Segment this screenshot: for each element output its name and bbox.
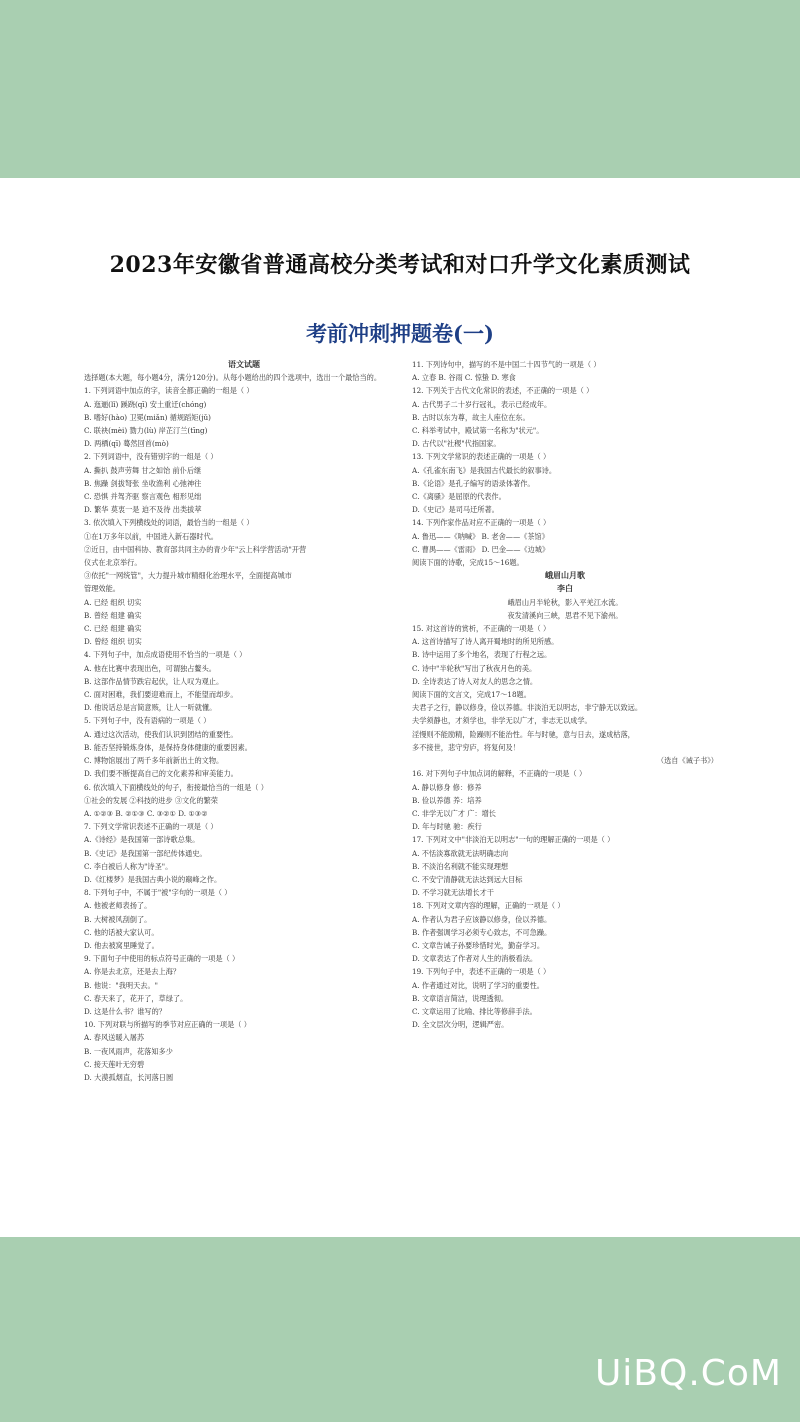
text-line: 10. 下列对联与所描写的季节对应正确的一项是（ ） xyxy=(84,1020,251,1030)
text-line: A.《孔雀东南飞》是我国古代最长的叙事诗。 xyxy=(412,465,557,475)
text-line: 夫学须静也，才须学也，非学无以广才，非志无以成学。 xyxy=(412,716,592,726)
text-line: 选择题(本大题，每小题4分，满分120分)。从每小题给出的四个选项中，选出一个最恰当的。 xyxy=(84,373,382,383)
text-line: 7. 下列文学常识表述不正确的一项是（ ） xyxy=(84,822,218,832)
text-line: A. 这首诗描写了诗人离开蜀地时的所见所感。 xyxy=(412,637,559,647)
text-line: A. 静以修身 修：修养 xyxy=(412,782,482,792)
right-column xyxy=(412,358,718,1031)
text-line: C. 不安宁清静就无法达到远大目标 xyxy=(412,874,523,884)
text-line: 8. 下列句子中，不属于"被"字句的一项是（ ） xyxy=(84,888,232,898)
text-line: B. 嗜好(hào) 卫冕(miǎn) 循规蹈矩(jǔ) xyxy=(84,412,211,422)
text-line: D. 这是什么书？谁写的？ xyxy=(84,1006,166,1016)
text-line: ②近日，由中国科协、教育部共同主办的青少年"云上科学营活动"开营 xyxy=(84,544,307,554)
text-line: B. 焦躁 剑拔弩张 坐收渔利 心弛神往 xyxy=(84,478,202,488)
text-line: 淫慢则不能励精，险躁则不能治性。年与时驰，意与日去，遂成枯落， xyxy=(412,729,635,739)
text-line: A. 已经 组织 切实 xyxy=(84,597,142,607)
text-line: D. 文章表达了作者对人生的消极看法。 xyxy=(412,954,538,964)
text-line: （选自《诫子书》） xyxy=(656,756,718,766)
exam-title: 2023年安徽省普通高校分类考试和对口升学文化素质测试 xyxy=(109,252,691,278)
text-line: B. 不淡泊名利就不能实现理想 xyxy=(412,861,509,871)
text-line: B. 大树被风刮倒了。 xyxy=(84,914,152,924)
text-line: 阅读下面的诗歌，完成15～16题。 xyxy=(412,558,524,568)
text-line: A. 通过这次活动，使我们认识到团结的重要性。 xyxy=(84,729,238,739)
text-line: A. 你是去北京，还是去上海？ xyxy=(84,967,181,977)
text-line: 3. 依次填入下列横线处的词语，最恰当的一组是（ ） xyxy=(84,518,254,528)
text-line: A. 立春 B. 谷雨 C. 惊蛰 D. 寒食 xyxy=(412,373,516,383)
text-line: 峨眉山月歌 xyxy=(545,570,585,581)
text-line: C. 文章告诫子孙要珍惜时光，勤奋学习。 xyxy=(412,940,545,950)
exam-subtitle: 考前冲刺押题卷(一) xyxy=(306,321,494,346)
text-line: A. 作者通过对比，说明了学习的重要性。 xyxy=(412,980,544,990)
text-line: C. 接天莲叶无穷碧 xyxy=(84,1059,145,1069)
text-line: D. 全文层次分明，逻辑严密。 xyxy=(412,1020,509,1030)
text-line: 14. 下列作家作品对应不正确的一项是（ ） xyxy=(412,518,551,528)
text-line: C. 非学无以广才 广：增长 xyxy=(412,808,496,818)
text-line: 阅读下面的文言文，完成17～18题。 xyxy=(412,690,531,700)
text-line: 管理效能。 xyxy=(84,584,120,594)
text-line: A. 古代男子二十岁行冠礼，表示已经成年。 xyxy=(412,399,552,409)
text-line: 19. 下列句子中，表述不正确的一项是（ ） xyxy=(412,967,551,977)
text-line: A. 作者认为君子应该静以修身，俭以养德。 xyxy=(412,914,552,924)
text-line: 13. 下列文学常识的表述正确的一项是（ ） xyxy=(412,452,551,462)
text-line: B. 这部作品情节跌宕起伏，让人叹为观止。 xyxy=(84,676,224,686)
text-line: B. 诗中运用了多个地名，表现了行程之远。 xyxy=(412,650,552,660)
text-line: A. 他在比赛中表现出色，可谓独占鳌头。 xyxy=(84,663,216,673)
text-line: 仪式在北京举行。 xyxy=(84,558,142,568)
text-line: ①社会的发展 ②科技的进步 ③文化的繁荣 xyxy=(84,795,218,805)
text-line: 6. 依次填入下面横线处的句子，衔接最恰当的一组是（ ） xyxy=(84,782,268,792)
text-line: B. 文章语言简洁，说理透彻。 xyxy=(412,993,509,1003)
text-line: 16. 对下列句子中加点词的解释，不正确的一项是（ ） xyxy=(412,769,587,779)
text-line: C. 博物馆展出了两千多年前新出土的文物。 xyxy=(84,756,224,766)
text-line: D. 全诗表达了诗人对友人的思念之情。 xyxy=(412,676,538,686)
top-banner xyxy=(0,0,800,178)
text-line: C.《离骚》是屈原的代表作。 xyxy=(412,492,506,502)
text-line: ③依托"一网统管"，大力提升城市精细化治理水平，全面提高城市 xyxy=(84,571,292,581)
text-line: 15. 对这首诗的赏析，不正确的一项是（ ） xyxy=(412,624,551,634)
text-line: 峨眉山月半轮秋，影入平羌江水流。 xyxy=(507,597,623,607)
text-line: 夫君子之行，静以修身，俭以养德。非淡泊无以明志，非宁静无以致远。 xyxy=(412,703,643,713)
text-line: B. 他说："我明天去。" xyxy=(84,980,158,990)
text-line: 李白 xyxy=(557,583,573,594)
text-line: 夜发清溪向三峡，思君不见下渝州。 xyxy=(507,610,623,620)
text-line: D. 繁华 莫衷一是 迫不及待 出类拔萃 xyxy=(84,505,202,515)
text-line: D. 不学习就无法增长才干 xyxy=(412,888,494,898)
text-line: A. 迤逦(lǐ) 蹊跷(qī) 安土重迁(chóng) xyxy=(84,399,207,409)
text-line: B. 一夜风雨声，花落知多少 xyxy=(84,1046,173,1056)
text-line: B.《论语》是孔子编写的语录体著作。 xyxy=(412,478,535,488)
text-line: A. 春风送暖入屠苏 xyxy=(84,1033,145,1043)
text-line: 18. 下列对文章内容的理解，正确的一项是（ ） xyxy=(412,901,565,911)
text-line: B. 能否坚持锻炼身体，是保持身体健康的重要因素。 xyxy=(84,742,252,752)
text-line: 语文试题 xyxy=(228,359,260,369)
text-line: D. 古代以"社稷"代指国家。 xyxy=(412,439,501,449)
text-line: 11. 下列诗句中，描写的不是中国二十四节气的一项是（ ） xyxy=(412,360,601,369)
text-line: B.《史记》是我国第一部纪传体通史。 xyxy=(84,848,207,858)
text-line: D. 大漠孤烟直，长河落日圆 xyxy=(84,1072,174,1082)
text-line: 4. 下列句子中，加点成语使用不恰当的一项是（ ） xyxy=(84,650,247,660)
text-line: C. 面对困难，我们要迎难而上，不能望而却步。 xyxy=(84,690,238,700)
text-line: B. 古时以东为尊，故主人座位在东。 xyxy=(412,412,530,422)
text-line: C. 春天来了，花开了，草绿了。 xyxy=(84,993,188,1003)
text-line: A. 不恬淡寡欲就无法明确志向 xyxy=(412,848,509,858)
text-line: D. 曾经 组织 切实 xyxy=(84,637,142,647)
text-line: D. 两栖(qī) 蓦然回首(mò) xyxy=(84,439,169,449)
text-line: C. 联袂(mèi) 勠力(lù) 岸芷汀兰(tīng) xyxy=(84,426,208,436)
text-line: 2. 下列词语中，没有错别字的一组是（ ） xyxy=(84,452,218,462)
text-line: D. 他去被窝里睡觉了。 xyxy=(84,940,159,950)
left-column xyxy=(84,358,404,1084)
text-line: C. 曹禺——《雷雨》 D. 巴金——《边城》 xyxy=(412,544,550,554)
text-line: D.《史记》是司马迁所著。 xyxy=(412,505,499,515)
text-line: 5. 下列句子中，没有语病的一项是（ ） xyxy=(84,716,211,726)
text-line: 12. 下列关于古代文化常识的表述，不正确的一项是（ ） xyxy=(412,386,594,396)
text-line: C. 文章运用了比喻、排比等修辞手法。 xyxy=(412,1006,537,1016)
text-line: D.《红楼梦》是我国古典小说的巅峰之作。 xyxy=(84,874,222,884)
text-line: C. 李白被后人称为"诗圣"。 xyxy=(84,861,173,871)
exam-paper xyxy=(0,178,800,1237)
text-line: C. 已经 组建 确实 xyxy=(84,624,142,634)
text-line: B. 俭以养德 养：培养 xyxy=(412,795,482,805)
text-line: A. ①②③ B. ②①③ C. ③②① D. ①③② xyxy=(84,808,208,818)
text-line: C. 诗中"半轮秋"写出了秋夜月色的美。 xyxy=(412,663,537,673)
text-line: C. 他的话被大家认可。 xyxy=(84,927,159,937)
text-line: B. 作者强调学习必须专心致志，不可急躁。 xyxy=(412,927,552,937)
text-line: C. 恐惧 并驾齐驱 察言观色 相形见绌 xyxy=(84,492,202,502)
text-line: A. 撕扒 鼓声劳舞 甘之如饴 前仆后继 xyxy=(84,465,202,475)
text-line: 1. 下列词语中加点的字，读音全都正确的一组是（ ） xyxy=(84,386,254,396)
text-line: D. 他说话总是言简意赅，让人一听就懂。 xyxy=(84,703,217,713)
text-line: B. 曾经 组建 确实 xyxy=(84,610,142,620)
text-line: D. 我们要不断提高自己的文化素养和审美能力。 xyxy=(84,769,238,779)
text-line: A. 他被老师表扬了。 xyxy=(84,901,152,911)
text-line: A.《诗经》是我国第一部诗歌总集。 xyxy=(84,835,200,845)
text-line: 多不接世，悲守穷庐，将复何及！ xyxy=(412,742,520,752)
text-line: A. 鲁迅——《呐喊》 B. 老舍——《茶馆》 xyxy=(412,531,549,541)
text-line: ①在1万多年以前，中国进入新石器时代。 xyxy=(84,531,218,541)
bottom-banner xyxy=(0,1237,800,1422)
watermark-text: UiBQ.CoM xyxy=(594,1353,782,1394)
text-line: 9. 下面句子中使用的标点符号正确的一项是（ ） xyxy=(84,954,240,964)
text-line: 17. 下列对文中"非淡泊无以明志"一句的理解正确的一项是（ ） xyxy=(412,835,615,845)
text-line: D. 年与时驰 驰：疾行 xyxy=(412,822,482,832)
text-line: C. 科举考试中，殿试第一名称为"状元"。 xyxy=(412,426,544,436)
